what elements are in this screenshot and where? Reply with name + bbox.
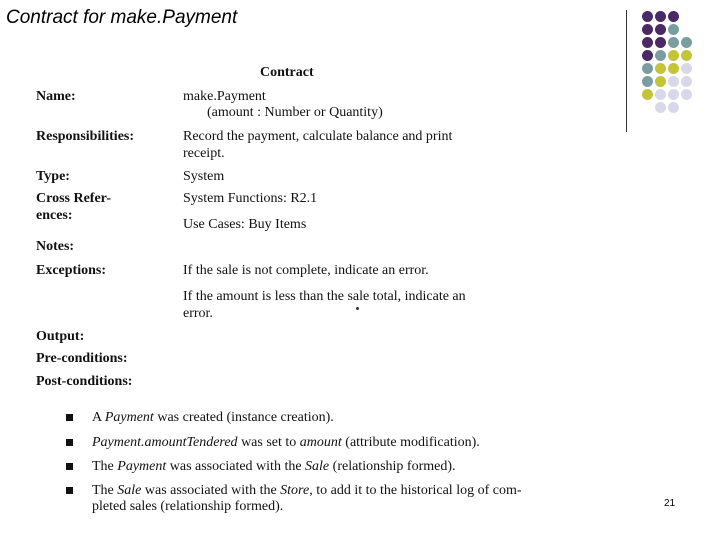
contract-heading: Contract	[260, 65, 314, 80]
crossref-use-cases: Use Cases: Buy Items	[183, 217, 307, 232]
decorative-dot	[655, 37, 666, 48]
decorative-dot-grid	[640, 10, 720, 120]
bullet-icon	[66, 463, 73, 470]
decorative-dot	[642, 89, 653, 100]
decorative-dot	[655, 50, 666, 61]
crossref-label: Cross Refer-	[36, 191, 112, 206]
list-item: The Payment was associated with the Sale (relationship formed).	[66, 459, 522, 475]
responsibilities-value: Record the payment, calculate balance and print	[183, 129, 453, 144]
decorative-dot	[642, 63, 653, 74]
decorative-dot	[668, 24, 679, 35]
type-label: Type:	[36, 169, 70, 184]
decorative-dot	[681, 63, 692, 74]
decorative-dot	[681, 76, 692, 87]
postconditions-list	[66, 410, 522, 515]
divider-line	[626, 10, 627, 132]
decorative-dot	[655, 24, 666, 35]
decorative-dot	[681, 37, 692, 48]
decorative-dot	[655, 11, 666, 22]
name-signature: (amount : Number or Quantity)	[207, 105, 383, 120]
decorative-dot	[655, 63, 666, 74]
decorative-dot	[668, 76, 679, 87]
responsibilities-label: Responsibilities:	[36, 129, 135, 144]
page-number: 21	[664, 498, 676, 509]
exception-2-cont: error.	[183, 306, 213, 321]
decorative-dot	[655, 76, 666, 87]
responsibilities-value-cont: receipt.	[183, 146, 225, 161]
exceptions-label: Exceptions:	[36, 263, 106, 278]
output-label: Output:	[36, 329, 85, 344]
decorative-dot	[655, 102, 666, 113]
bullet-icon	[66, 487, 73, 494]
list-item: Payment.amountTendered was set to amount (attribute modification).	[66, 435, 522, 451]
slide-title: Contract for make.Payment	[6, 7, 238, 28]
decorative-dot	[668, 11, 679, 22]
name-label: Name:	[36, 89, 76, 104]
decorative-dot	[668, 37, 679, 48]
decorative-dot	[681, 89, 692, 100]
bullet-icon	[66, 439, 73, 446]
preconditions-label: Pre-conditions:	[36, 351, 128, 366]
type-value: System	[183, 169, 225, 184]
exception-1: If the sale is not complete, indicate an error.	[183, 263, 429, 278]
list-item: A Payment was created (instance creation).	[66, 410, 522, 426]
decorative-dot	[642, 37, 653, 48]
decorative-dot	[668, 102, 679, 113]
decorative-dot	[642, 24, 653, 35]
list-item: The Sale was associated with the Store, to add it to the historical log of com- pleted sales (relationship formed).	[66, 483, 522, 515]
decorative-dot	[642, 11, 653, 22]
decorative-dot	[681, 50, 692, 61]
name-value: make.Payment	[183, 89, 266, 104]
exception-2: If the amount is less than the sale total, indicate an	[183, 289, 466, 304]
decorative-dot	[668, 50, 679, 61]
scan-speck	[356, 307, 359, 310]
notes-label: Notes:	[36, 239, 75, 254]
decorative-dot	[668, 89, 679, 100]
decorative-dot	[642, 76, 653, 87]
crossref-system-functions: System Functions: R2.1	[183, 191, 318, 206]
bullet-icon	[66, 414, 73, 421]
decorative-dot	[668, 63, 679, 74]
decorative-dot	[642, 50, 653, 61]
decorative-dot	[655, 89, 666, 100]
crossref-label-cont: ences:	[36, 208, 73, 223]
postconditions-label: Post-conditions:	[36, 374, 133, 389]
